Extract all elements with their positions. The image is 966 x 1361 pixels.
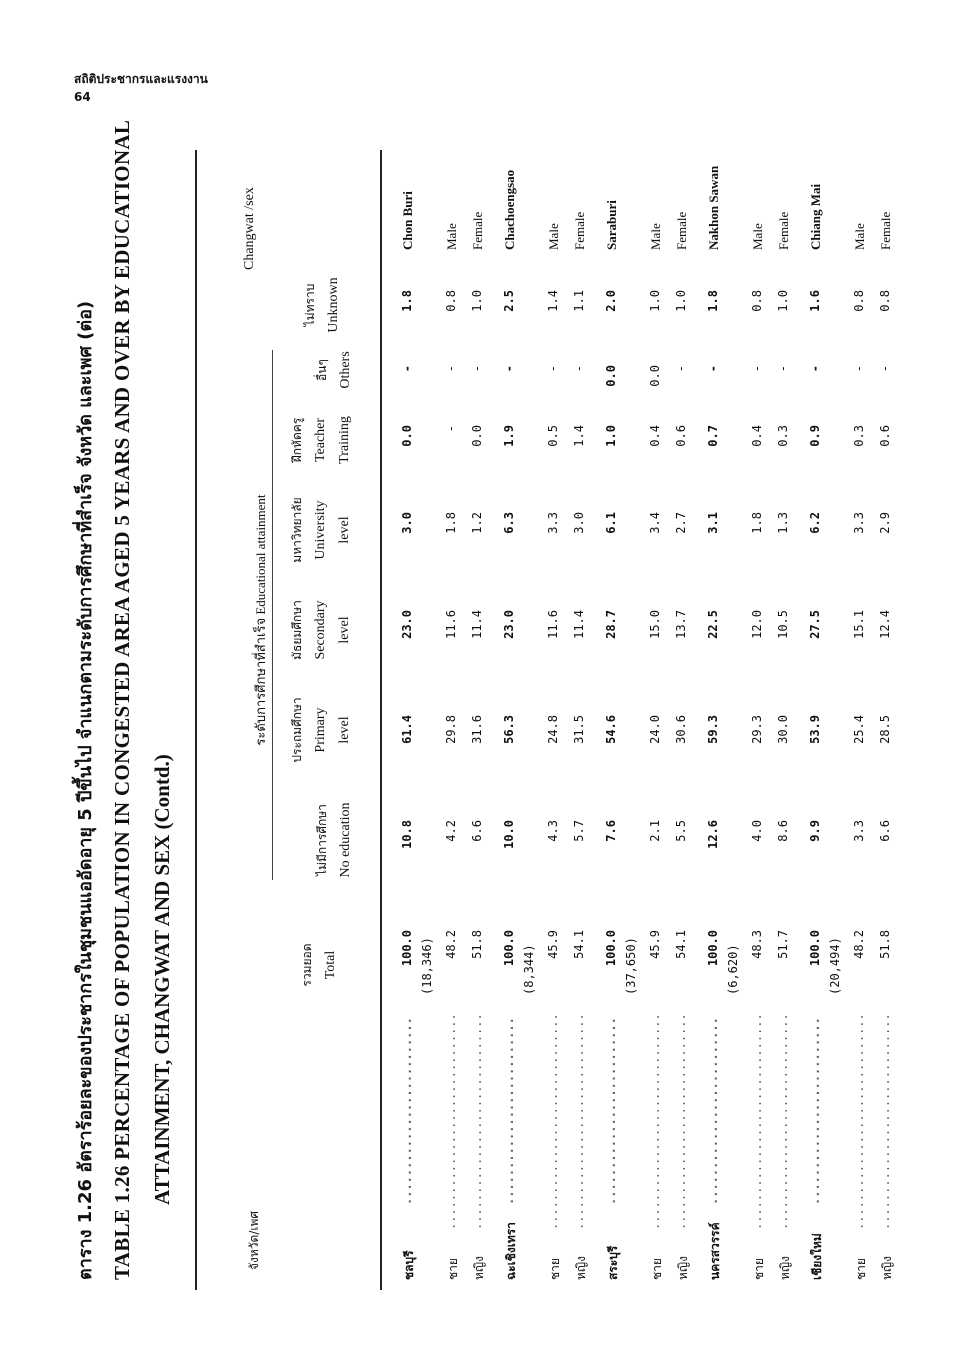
cell-primary: 29.8 [444, 715, 458, 744]
cell-secondary: 11.6 [546, 610, 560, 639]
sex-row [852, 140, 874, 1300]
cell-noedu: 8.6 [776, 820, 790, 842]
column-header-primary: ประถมศึกษา Primary level [290, 697, 352, 763]
cell-unknown: 1.0 [648, 290, 662, 312]
cell-secondary: 23.0 [502, 610, 516, 639]
page-header [74, 70, 208, 106]
column-header-total: รวมยอด Total [300, 943, 338, 987]
sex-row [878, 140, 900, 1300]
cell-teacher: 0.7 [706, 425, 720, 447]
cell-total: 51.7 [776, 930, 790, 959]
cell-secondary: 12.4 [878, 610, 892, 639]
cell-primary: 24.0 [648, 715, 662, 744]
sex-row [776, 140, 798, 1300]
leader-dots: .......................... [502, 1017, 516, 1205]
population-count: (20,494) [828, 937, 842, 995]
cell-total: 48.2 [444, 930, 458, 959]
cell-unknown: 0.8 [852, 290, 866, 312]
row-label-thai: ชาย [752, 1258, 766, 1280]
cell-teacher: 1.9 [502, 425, 516, 447]
educational-attainment-group-header: ระดับการศึกษาที่สำเร็จ Educational attainment [253, 494, 268, 746]
cell-primary: 53.9 [808, 715, 822, 744]
cell-teacher: 0.9 [808, 425, 822, 447]
changwat-row [706, 140, 728, 1300]
sex-row [648, 140, 670, 1300]
cell-teacher: 0.6 [674, 425, 688, 447]
cell-others: - [808, 365, 822, 373]
cell-noedu: 4.3 [546, 820, 560, 842]
row-label-english: Saraburi [604, 200, 619, 250]
cell-univ: 3.1 [706, 512, 720, 534]
leader-dots: .......................... [604, 1017, 618, 1205]
column-header-no-education: ไม่มีการศึกษา No education [315, 802, 353, 878]
cell-unknown: 0.8 [750, 290, 764, 312]
publication-title: สถิติประชากรและแรงงาน [74, 72, 208, 86]
cell-secondary: 11.6 [444, 610, 458, 639]
cell-univ: 1.8 [444, 512, 458, 534]
leader-dots: .............................. [444, 1013, 458, 1230]
cell-univ: 3.0 [572, 512, 586, 534]
cell-unknown: 1.0 [674, 290, 688, 312]
rotated-table-page [70, 119, 894, 1300]
cell-others: - [878, 365, 892, 373]
cell-total: 48.2 [852, 930, 866, 959]
row-label-thai: ชลบุรี [402, 1250, 416, 1280]
changwat-row [502, 140, 524, 1300]
cell-primary: 29.3 [750, 715, 764, 744]
cell-others: - [502, 365, 516, 373]
leader-dots: .............................. [674, 1013, 688, 1230]
column-header-unknown: ไม่ทราบ Unknown [303, 277, 341, 333]
cell-teacher: 0.6 [878, 425, 892, 447]
cell-total: 100.0 [808, 930, 822, 967]
cell-secondary: 11.4 [470, 610, 484, 639]
leader-dots: .............................. [572, 1013, 586, 1230]
cell-others: - [572, 365, 586, 373]
cell-teacher: 0.3 [852, 425, 866, 447]
row-label-english: Nakhon Sawan [706, 165, 721, 250]
column-header-others: อื่นๆ Others [315, 351, 353, 389]
row-label-thai: ชาย [446, 1258, 460, 1280]
sex-row [470, 140, 492, 1300]
cell-total: 51.8 [878, 930, 892, 959]
population-count: (37,650) [624, 937, 638, 995]
cell-noedu: 5.7 [572, 820, 586, 842]
cell-teacher: 0.0 [400, 425, 414, 447]
cell-noedu: 10.8 [400, 820, 414, 849]
column-header-university: มหาวิทยาลัย University level [290, 497, 352, 563]
cell-unknown: 1.6 [808, 290, 822, 312]
cell-noedu: 12.6 [706, 820, 720, 849]
leader-dots: .......................... [808, 1017, 822, 1205]
cell-primary: 30.6 [674, 715, 688, 744]
row-label-english: Female [776, 211, 791, 250]
cell-unknown: 0.8 [878, 290, 892, 312]
table-title-english-line2: ATTAINMENT, CHANGWAT AND SEX (Contd.) [150, 754, 174, 1205]
cell-others: - [674, 365, 688, 373]
column-header-changwat-english: Changwat /sex [242, 187, 257, 270]
row-label-thai: ชาย [548, 1258, 562, 1280]
cell-teacher: - [444, 425, 458, 433]
cell-univ: 1.3 [776, 512, 790, 534]
cell-total: 100.0 [706, 930, 720, 967]
cell-unknown: 1.8 [400, 290, 414, 312]
cell-univ: 2.7 [674, 512, 688, 534]
row-label-english: Male [648, 223, 663, 250]
cell-primary: 54.6 [604, 715, 618, 744]
leader-dots: .......................... [400, 1017, 414, 1205]
page-number: 64 [74, 90, 91, 104]
cell-univ: 6.1 [604, 512, 618, 534]
leader-dots: .............................. [648, 1013, 662, 1230]
cell-primary: 28.5 [878, 715, 892, 744]
cell-secondary: 28.7 [604, 610, 618, 639]
group-header-rule [272, 350, 273, 880]
cell-unknown: 1.0 [776, 290, 790, 312]
cell-others: - [546, 365, 560, 373]
leader-dots: .......................... [706, 1017, 720, 1205]
cell-secondary: 27.5 [808, 610, 822, 639]
row-label-thai: หญิง [778, 1256, 792, 1280]
cell-total: 100.0 [502, 930, 516, 967]
cell-primary: 25.4 [852, 715, 866, 744]
changwat-row [604, 140, 626, 1300]
cell-primary: 31.6 [470, 715, 484, 744]
column-header-teacher-training: ฝึกหัดครู Teacher Training [290, 416, 352, 464]
leader-dots: .............................. [470, 1013, 484, 1230]
cell-secondary: 23.0 [400, 610, 414, 639]
cell-univ: 3.4 [648, 512, 662, 534]
table-title-english-line1: TABLE 1.26 PERCENTAGE OF POPULATION IN CONGESTED AREA AGED 5 YEARS AND OVER BY EDUCATIONAL [110, 119, 134, 1280]
cell-primary: 59.3 [706, 715, 720, 744]
cell-teacher: 1.0 [604, 425, 618, 447]
sex-row [750, 140, 772, 1300]
population-count: (6,620) [726, 944, 740, 995]
cell-secondary: 15.1 [852, 610, 866, 639]
cell-noedu: 2.1 [648, 820, 662, 842]
sex-row [572, 140, 594, 1300]
row-label-thai: ชาย [854, 1258, 868, 1280]
row-label-english: Chiang Mai [808, 183, 823, 250]
cell-univ: 3.0 [400, 512, 414, 534]
leader-dots: .............................. [852, 1013, 866, 1230]
cell-total: 45.9 [546, 930, 560, 959]
cell-noedu: 7.6 [604, 820, 618, 842]
cell-others: - [706, 365, 720, 373]
cell-total: 51.8 [470, 930, 484, 959]
row-label-thai: หญิง [472, 1256, 486, 1280]
cell-secondary: 15.0 [648, 610, 662, 639]
cell-primary: 31.5 [572, 715, 586, 744]
cell-primary: 61.4 [400, 715, 414, 744]
cell-others: - [750, 365, 764, 373]
cell-others: - [470, 365, 484, 373]
row-label-english: Male [546, 223, 561, 250]
cell-teacher: 0.4 [648, 425, 662, 447]
row-label-english: Chon Buri [400, 191, 415, 250]
cell-others: - [400, 365, 414, 373]
table-title-thai: ตาราง 1.26 อัตราร้อยละของประชากรในชุมชนแออัดอายุ 5 ปีขึ้นไป จำแนกตามระดับการศึกษาที่สำเร็จ จังหวัด และเพศ (ต่อ) [75, 300, 96, 1280]
cell-secondary: 22.5 [706, 610, 720, 639]
cell-secondary: 13.7 [674, 610, 688, 639]
cell-teacher: 0.0 [470, 425, 484, 447]
cell-unknown: 0.8 [444, 290, 458, 312]
row-label-english: Male [750, 223, 765, 250]
cell-total: 48.3 [750, 930, 764, 959]
changwat-row [808, 140, 830, 1300]
cell-teacher: 0.4 [750, 425, 764, 447]
row-label-english: Female [878, 211, 893, 250]
row-label-thai: หญิง [880, 1256, 894, 1280]
row-label-thai: นครสวรรค์ [708, 1222, 722, 1280]
population-count: (18,346) [420, 937, 434, 995]
cell-secondary: 11.4 [572, 610, 586, 639]
cell-unknown: 2.5 [502, 290, 516, 312]
cell-noedu: 3.3 [852, 820, 866, 842]
cell-noedu: 6.6 [470, 820, 484, 842]
cell-unknown: 1.1 [572, 290, 586, 312]
leader-dots: .............................. [878, 1013, 892, 1230]
cell-unknown: 1.8 [706, 290, 720, 312]
cell-univ: 1.2 [470, 512, 484, 534]
row-label-thai: ฉะเชิงเทรา [504, 1222, 518, 1280]
cell-others: - [444, 365, 458, 373]
row-label-english: Female [572, 211, 587, 250]
cell-secondary: 10.5 [776, 610, 790, 639]
row-label-english: Female [674, 211, 689, 250]
cell-noedu: 9.9 [808, 820, 822, 842]
cell-primary: 24.8 [546, 715, 560, 744]
row-label-english: Male [852, 223, 867, 250]
row-label-thai: หญิง [676, 1256, 690, 1280]
cell-primary: 30.0 [776, 715, 790, 744]
column-header-changwat-thai: จังหวัด/เพศ [247, 1210, 261, 1270]
cell-primary: 56.3 [502, 715, 516, 744]
row-label-thai: สระบุรี [606, 1245, 620, 1280]
cell-others: - [852, 365, 866, 373]
cell-noedu: 5.5 [674, 820, 688, 842]
row-label-english: Female [470, 211, 485, 250]
header-bottom-rule [380, 150, 382, 1290]
cell-others: 0.0 [648, 365, 662, 387]
cell-teacher: 0.5 [546, 425, 560, 447]
cell-univ: 6.3 [502, 512, 516, 534]
row-label-thai: เชียงใหม่ [810, 1233, 824, 1280]
cell-secondary: 12.0 [750, 610, 764, 639]
row-label-thai: ชาย [650, 1258, 664, 1280]
cell-unknown: 1.0 [470, 290, 484, 312]
sex-row [674, 140, 696, 1300]
row-label-english: Chachoengsao [502, 169, 517, 250]
cell-total: 54.1 [572, 930, 586, 959]
cell-noedu: 4.0 [750, 820, 764, 842]
row-label-thai: หญิง [574, 1256, 588, 1280]
column-header-secondary: มัธยมศึกษา Secondary level [290, 600, 352, 660]
leader-dots: .............................. [546, 1013, 560, 1230]
cell-unknown: 2.0 [604, 290, 618, 312]
population-count: (8,344) [522, 944, 536, 995]
table-top-rule [195, 150, 197, 1290]
cell-univ: 1.8 [750, 512, 764, 534]
leader-dots: .............................. [776, 1013, 790, 1230]
cell-teacher: 0.3 [776, 425, 790, 447]
cell-teacher: 1.4 [572, 425, 586, 447]
cell-univ: 3.3 [546, 512, 560, 534]
cell-total: 45.9 [648, 930, 662, 959]
cell-univ: 6.2 [808, 512, 822, 534]
cell-noedu: 10.0 [502, 820, 516, 849]
cell-total: 100.0 [400, 930, 414, 967]
cell-univ: 2.9 [878, 512, 892, 534]
cell-others: 0.0 [604, 365, 618, 387]
changwat-row [400, 140, 422, 1300]
cell-noedu: 4.2 [444, 820, 458, 842]
sex-row [546, 140, 568, 1300]
cell-total: 100.0 [604, 930, 618, 967]
cell-noedu: 6.6 [878, 820, 892, 842]
cell-others: - [776, 365, 790, 373]
row-label-english: Male [444, 223, 459, 250]
cell-total: 54.1 [674, 930, 688, 959]
cell-unknown: 1.4 [546, 290, 560, 312]
sex-row [444, 140, 466, 1300]
cell-univ: 3.3 [852, 512, 866, 534]
leader-dots: .............................. [750, 1013, 764, 1230]
